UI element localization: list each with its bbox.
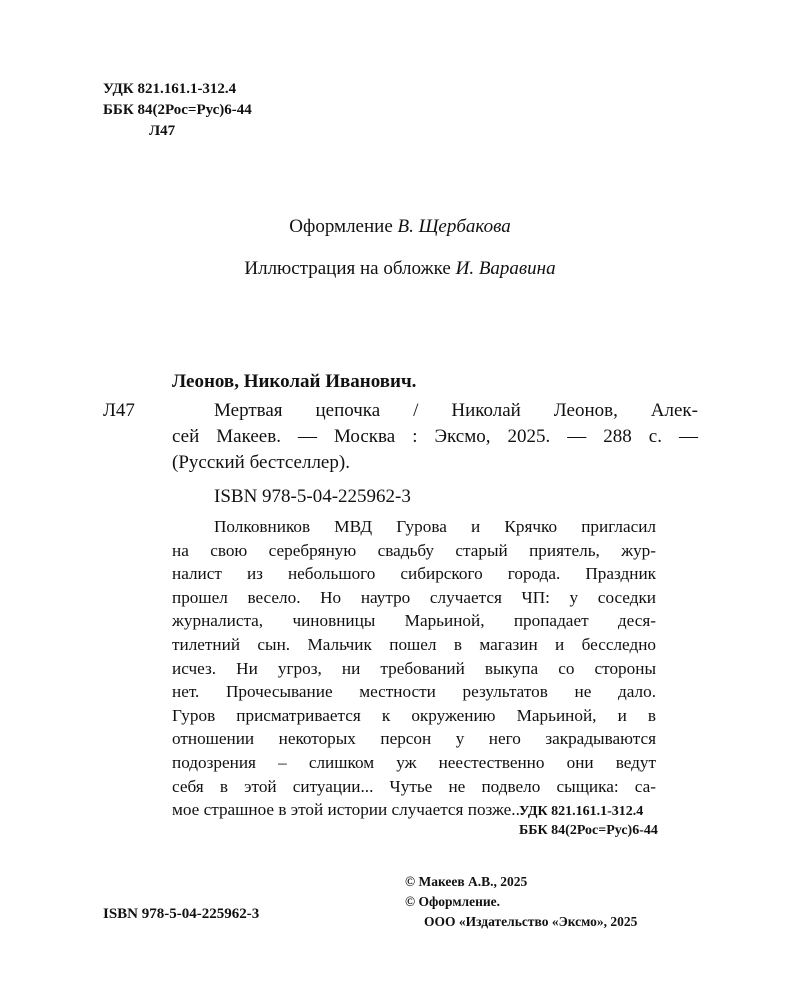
- annotation-line: подозрения – слишком уж неестественно они ведут: [172, 752, 656, 772]
- design-credit: [0, 216, 800, 238]
- bib-line-1: Мертвая цепочка / Николай Леонов, Алек-: [214, 400, 698, 421]
- annotation-line: Гуров присматривается к окружению Марьиной, и в: [172, 705, 656, 725]
- annotation-line: Полковников МВД Гурова и Крячко пригласил: [214, 517, 656, 536]
- copyright-line-1: © Макеев А.В., 2025: [405, 874, 528, 889]
- annotation-line: отношении некоторых персон у него закрадываются: [172, 729, 656, 749]
- annotation-line: тилетний сын. Мальчик пошел в магазин и бесследно: [172, 634, 656, 654]
- book-author: Леонов, Николай Иванович.: [172, 371, 417, 392]
- annotation: [172, 515, 656, 822]
- annotation-line: журналиста, чиновницы Марьиной, пропадает деся-: [172, 611, 656, 631]
- isbn-main: ISBN 978-5-04-225962-3: [214, 486, 411, 507]
- isbn-bottom: ISBN 978-5-04-225962-3: [103, 906, 260, 922]
- bib-line-2: сей Макеев. — Москва : Эксмо, 2025. — 288 с. —: [172, 426, 698, 447]
- bib-line-3: (Русский бестселлер).: [172, 452, 350, 473]
- illustration-credit: [0, 258, 800, 280]
- copyright-line-3: ООО «Издательство «Эксмо», 2025: [424, 914, 638, 929]
- annotation-line: исчез. Ни угроз, ни требований выкупа со стороны: [172, 658, 656, 678]
- bibliographic-continuation: [172, 424, 698, 476]
- bib-author-mark: Л47: [103, 400, 135, 421]
- bibliographic-description: [214, 398, 698, 424]
- copyright-line-2: © Оформление.: [405, 894, 501, 909]
- bottom-classification-codes: [519, 802, 658, 840]
- bottom-bbk-code: ББК 84(2Рос=Рус)6-44: [519, 823, 658, 838]
- bottom-udk-code: УДК 821.161.1-312.4: [519, 804, 644, 819]
- annotation-line: себя в этой ситуации... Чутье не подвело сыщика: са-: [172, 776, 656, 796]
- annotation-line: мое страшное в этой истории случается позже...: [172, 800, 525, 820]
- bbk-code: ББК 84(2Рос=Рус)6-44: [103, 102, 252, 118]
- annotation-line: налист из небольшого сибирского города. Праздник: [172, 564, 656, 584]
- annotation-line: прошел весело. Но наутро случается ЧП: у соседки: [172, 587, 656, 607]
- illustration-label: Иллюстрация на обложке: [244, 258, 451, 279]
- annotation-line: на свою серебряную свадьбу старый приятель, жур-: [172, 540, 656, 560]
- annotation-line: нет. Прочесывание местности результатов не дало.: [172, 682, 656, 702]
- udk-code: УДК 821.161.1-312.4: [103, 81, 237, 97]
- copyright-block: [405, 872, 637, 932]
- design-label: Оформление: [289, 216, 393, 237]
- top-classification-codes: [103, 79, 252, 142]
- illustration-name: И. Варавина: [455, 258, 556, 279]
- design-name: В. Щербакова: [397, 216, 511, 237]
- author-mark: Л47: [149, 123, 176, 139]
